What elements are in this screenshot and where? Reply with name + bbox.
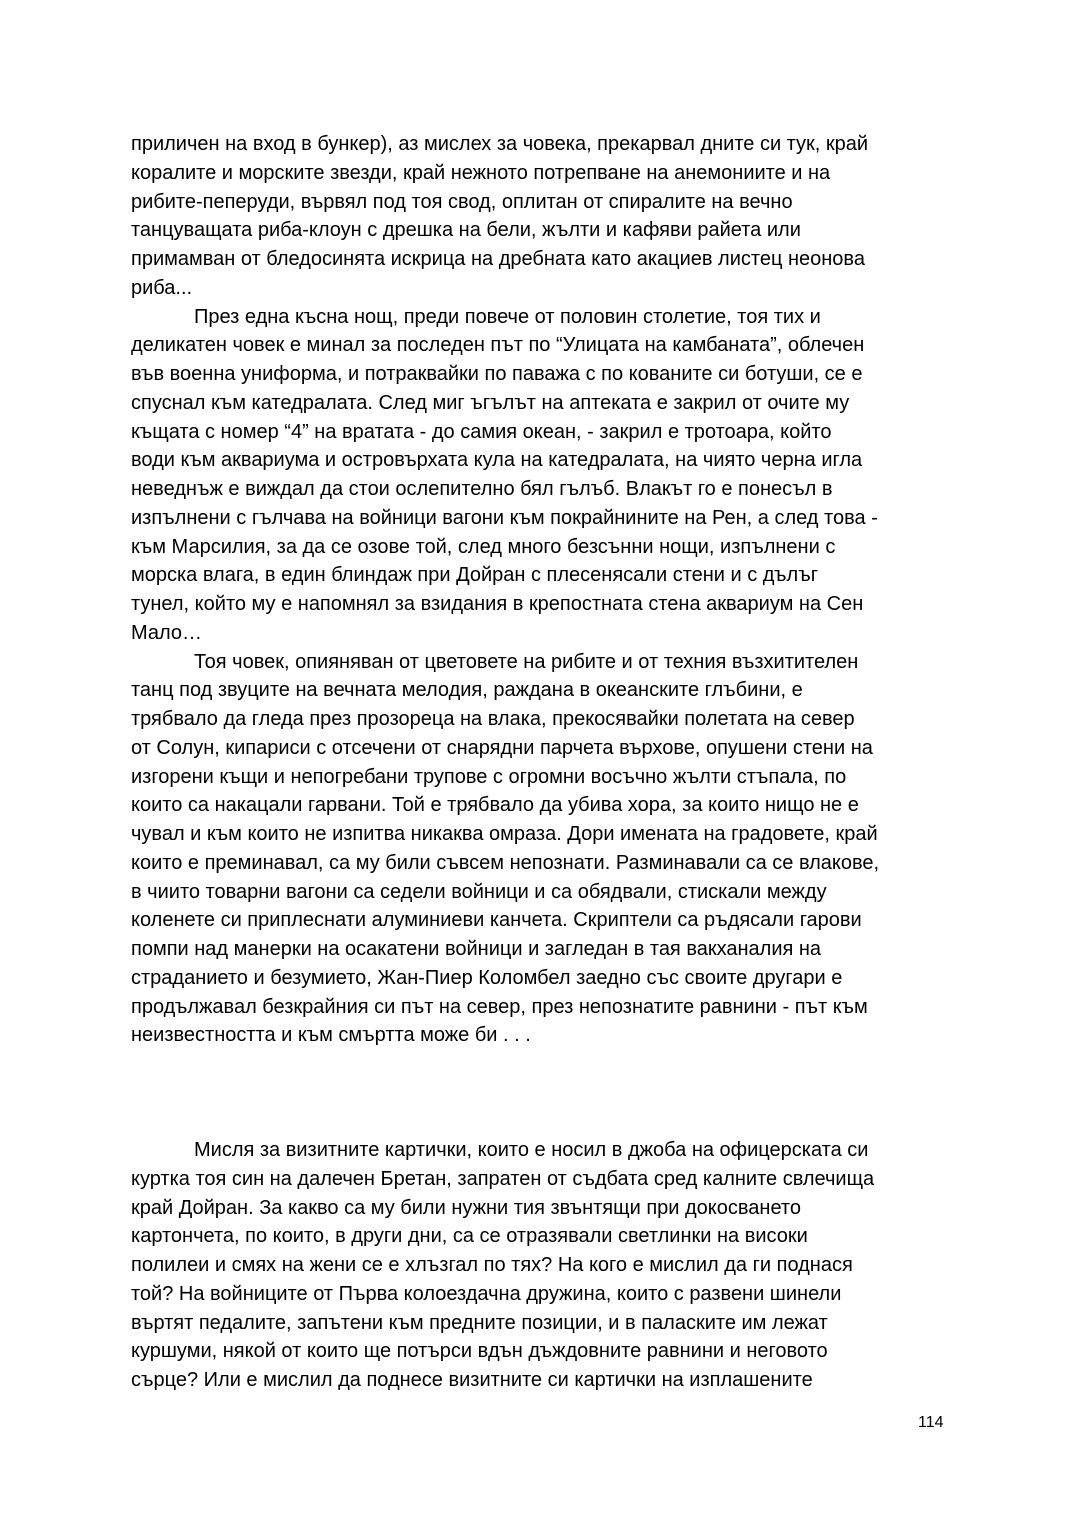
text-line: тунел, който му е напомнял за взидания в крепостната стена аквариум на Сен xyxy=(131,593,864,615)
section-gap xyxy=(131,1050,961,1136)
text-line: във военна униформа, и потраквайки по паважа с по кованите си ботуши, се е xyxy=(131,363,863,385)
paragraph-first-line: През една късна нощ, преди повече от половин столетие, тоя тих и xyxy=(194,305,821,328)
body-text xyxy=(131,130,961,1395)
text-line: край Дойран. За какво са му били нужни тия звънтящи при докосването xyxy=(131,1196,801,1219)
paragraph-first-line: Мисля за визитните картички, които е носил в джоба на офицерската си xyxy=(194,1139,869,1161)
text-line: танц под звуците на вечната мелодия, раждана в океанските глъбини, е xyxy=(131,679,803,702)
text-line: полилеи и смях на жени се е хлъзгал по тях? На кого е мислил да ги поднася xyxy=(131,1254,853,1276)
text-line: изгорени къщи и непогребани трупове с огромни восъчно жълти стъпала, по xyxy=(131,765,847,788)
text-line: неведнъж е виждал да стои ослепително бял гълъб. Влакът го е понесъл в xyxy=(131,478,833,500)
text-line: чувал и към които не изпитва никаква омраза. Дори имената на градовете, край xyxy=(131,823,878,845)
text-line: продължавал безкрайния си път на север, през непознатите равнини - път към xyxy=(131,995,868,1018)
text-line: води към аквариума и островърхата кула на катедралата, на чиято черна игла xyxy=(131,449,863,472)
text-line: куртка тоя син на далечен Бретан, запратен от съдбата сред калните свлечища xyxy=(131,1167,875,1190)
text-line: Мало… xyxy=(131,621,203,644)
text-line: изпълнени с гълчава на войници вагони към покрайнините на Рен, а след това - xyxy=(131,506,878,529)
text-line: риба... xyxy=(131,276,193,299)
text-line: неизвестността и към смъртта може би . . . xyxy=(131,1024,531,1047)
text-line: към Марсилия, за да се озове той, след много безсънни нощи, изпълнени с xyxy=(131,535,836,558)
text-line: приличен на вход в бункер), аз мислех за човека, прекарвал дните си тук, край xyxy=(131,133,869,155)
text-line: въртят педалите, запътени към предните позиции, и в паласките им лежат xyxy=(131,1311,828,1334)
text-line: сърце? Или е мислил да поднесе визитните си картички на изплашените xyxy=(131,1369,813,1391)
page-number: 114 xyxy=(918,1414,944,1431)
text-line: спуснал към катедралата. След миг ъгълът на аптеката е закрил от очите му xyxy=(131,391,850,414)
text-line: които са накацали гарвани. Той е трябвало да убива хора, за които нищо не е xyxy=(131,794,859,817)
text-line: в чиито товарни вагони са седели войници и са обядвали, стискали между xyxy=(131,880,827,903)
text-line: картончета, по които, в други дни, са се отразявали светлинки на високи xyxy=(131,1225,808,1248)
text-line: танцуващата риба-клоун с дрешка на бели, жълти и кафяви райета или xyxy=(131,219,801,242)
text-line: рибите-пеперуди, вървял под тоя свод, оплитан от спиралите на вечно xyxy=(131,190,793,213)
text-line: помпи над манерки на осакатени войници и загледан в тая вакханалия на xyxy=(131,938,822,960)
text-line: деликатен човек е минал за последен път по “Улицата на камбаната”, облечен xyxy=(131,334,865,357)
text-line: той? На войниците от Първа колоездачна дружина, които с развени шинели xyxy=(131,1282,842,1305)
text-line: трябвало да гледа през прозореца на влака, прекосявайки полетата на север xyxy=(131,708,855,730)
text-line: коралите и морските звезди, край нежното потрепване на анемониите и на xyxy=(131,161,831,184)
text-line: примамван от бледосинята искрица на дребната като акациев листец неонова xyxy=(131,248,865,270)
text-line: от Солун, кипариси с отсечени от снарядни парчета върхове, опушени стени на xyxy=(131,736,873,759)
text-line: коленете си приплеснати алуминиеви канчета. Скриптели са ръдясали гарови xyxy=(131,909,862,932)
text-line: които е преминавал, са му били съвсем непознати. Разминавали са се влакове, xyxy=(131,851,880,874)
text-line: къщата с номер “4” на вратата - до самия океан, - закрил е тротоара, който xyxy=(131,420,832,443)
paragraph-first-line: Тоя човек, опияняван от цветовете на рибите и от техния възхитителен xyxy=(194,650,859,673)
text-line: страданието и безумието, Жан-Пиер Коломбел заедно със своите другари е xyxy=(131,966,843,989)
text-line: куршуми, някой от които ще потърси вдън дъждовните равнини и неговото xyxy=(131,1340,828,1363)
text-line: морска влага, в един блиндаж при Дойран с плесенясали стени и с дълъг xyxy=(131,564,819,587)
